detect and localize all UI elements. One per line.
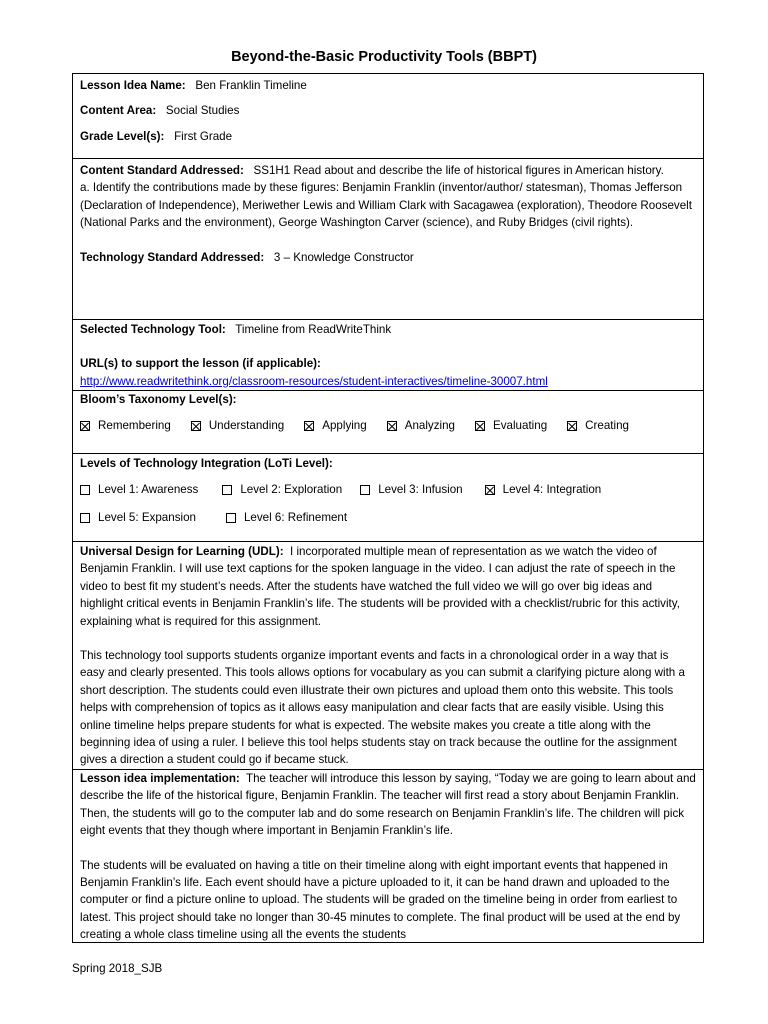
loti-level-2[interactable]: Level 2: Exploration [222, 481, 342, 498]
udl-paragraph-1: I incorporated multiple mean of representation as we watch the video of Benjamin Franklin. I will use text captions for the spoken language in the video. I can adjust the rate of speech in the video to best fit my student’s needs. After the students have watched the full video we will go over big ideas and highlight critical events in Benjamin Franklin’s life. The students will be provided with a checklist/rubric for this activity, explaining what is required for this assignment. [80, 545, 680, 628]
checked-box-icon[interactable] [485, 485, 495, 495]
unchecked-box-icon[interactable] [80, 513, 90, 523]
checked-box-icon[interactable] [567, 421, 577, 431]
loti-checkbox-row-2 [80, 509, 696, 526]
unchecked-box-icon[interactable] [80, 485, 90, 495]
checked-box-icon[interactable] [191, 421, 201, 431]
blooms-understanding[interactable]: Understanding [191, 417, 284, 434]
content-area-label: Content Area: [80, 104, 157, 118]
loti-level-6[interactable]: Level 6: Refinement [226, 509, 347, 526]
loti-level-4[interactable]: Level 4: Integration [485, 481, 602, 498]
grade-level-value: First Grade [174, 129, 233, 143]
implementation-paragraph-2: The students will be evaluated on having a title on their timeline along with eight important events that happened in Benjamin Franklin’s life. Each event should have a picture uploaded to it, it can be hand drawn and uploaded to the computer or find a picture online to upload. The students will be graded on the timeline being in order from earliest to latest. This project should take no longer than 30-45 minutes to complete. The final product will be used at the end by creating a whole class timeline using all the events the students [80, 858, 681, 942]
standards-section [73, 159, 703, 320]
content-standard-label: Content Standard Addressed: [80, 164, 244, 177]
page-footer: Spring 2018_SJB [72, 962, 163, 975]
lesson-plan-table [72, 73, 704, 943]
unchecked-box-icon[interactable] [360, 485, 370, 495]
loti-checkbox-row-1 [80, 481, 696, 498]
tech-standard-label: Technology Standard Addressed: [80, 250, 265, 264]
grade-level-label: Grade Level(s): [80, 129, 165, 143]
content-standard-detail: a. Identify the contributions made by these figures: Benjamin Franklin (inventor/author/ statesman), Thomas Jefferson (Declaration of Independence), Meriwether Lewis and William Clark with Sacagawea (exploration), Theodore Roosevelt (National Parks and the environment), George Washington Carver (science), and Ruby Bridges (civil rights). [80, 181, 692, 230]
blooms-creating[interactable]: Creating [567, 417, 629, 434]
checked-box-icon[interactable] [475, 421, 485, 431]
implementation-label: Lesson idea implementation: [80, 772, 240, 785]
blooms-section [73, 391, 703, 454]
url-label: URL(s) to support the lesson (if applicable): [80, 357, 321, 371]
document-title: Beyond-the-Basic Productivity Tools (BBPT) [231, 49, 537, 65]
loti-label: Levels of Technology Integration (LoTi Level): [80, 457, 333, 470]
blooms-checkbox-row [80, 417, 696, 434]
implementation-paragraph-1: The teacher will introduce this lesson by saying, “Today we are going to learn about and describe the life of the historical figure, Benjamin Franklin. The teacher will first read a story about Benjamin Franklin. Then, the students will go to the computer lab and do some research on Benjamin Franklin’s life. The children will pick eight events that they though where important in Benjamin Franklin’s life. [80, 772, 696, 838]
tech-standard-value: 3 – Knowledge Constructor [273, 250, 414, 264]
loti-level-5[interactable]: Level 5: Expansion [80, 509, 196, 526]
loti-level-3[interactable]: Level 3: Infusion [360, 481, 462, 498]
content-area-value: Social Studies [165, 104, 240, 118]
loti-section [73, 454, 703, 542]
loti-level-1[interactable]: Level 1: Awareness [80, 481, 198, 498]
unchecked-box-icon[interactable] [222, 485, 232, 495]
udl-paragraph-2: This technology tool supports students organize important events and facts in a chronological order in a way that is easy and clearly presented. This tools allows options for vocabulary as you can submit a clarifying picture along with a short description. The students could even illustrate their own pictures and upload them onto this website. This tools helps with comprehension of topics as it allows easy manipulation and clear facts that are easily visible. Using this online timeline helps prepare students for what is expected. The website makes you create a title along with the beginning idea of using a ruler. I believe this tool helps students stay on track because the outline for the assignment gives a direction a student could go if became stuck. [80, 649, 685, 767]
blooms-applying[interactable]: Applying [304, 417, 366, 434]
unchecked-box-icon[interactable] [226, 513, 236, 523]
checked-box-icon[interactable] [387, 421, 397, 431]
checked-box-icon[interactable] [304, 421, 314, 431]
tech-tool-label: Selected Technology Tool: [80, 323, 226, 336]
timeline-url-link[interactable]: http://www.readwritethink.org/classroom-resources/student-interactives/timeline-30007.html [80, 374, 548, 388]
blooms-remembering[interactable]: Remembering [80, 417, 171, 434]
lesson-info-section [73, 74, 703, 159]
lesson-name-label: Lesson Idea Name: [80, 79, 186, 92]
blooms-evaluating[interactable]: Evaluating [475, 417, 547, 434]
lesson-name-value: Ben Franklin Timeline [195, 79, 307, 92]
tech-tool-value: Timeline from ReadWriteThink [235, 323, 392, 336]
implementation-section [73, 770, 703, 942]
udl-label: Universal Design for Learning (UDL): [80, 545, 284, 558]
content-standard-value: SS1H1 Read about and describe the life of historical figures in American history. [253, 164, 664, 177]
udl-section [73, 542, 703, 770]
technology-tool-section [73, 320, 703, 391]
blooms-analyzing[interactable]: Analyzing [387, 417, 455, 434]
blooms-label: Bloom’s Taxonomy Level(s): [80, 393, 237, 406]
checked-box-icon[interactable] [80, 421, 90, 431]
